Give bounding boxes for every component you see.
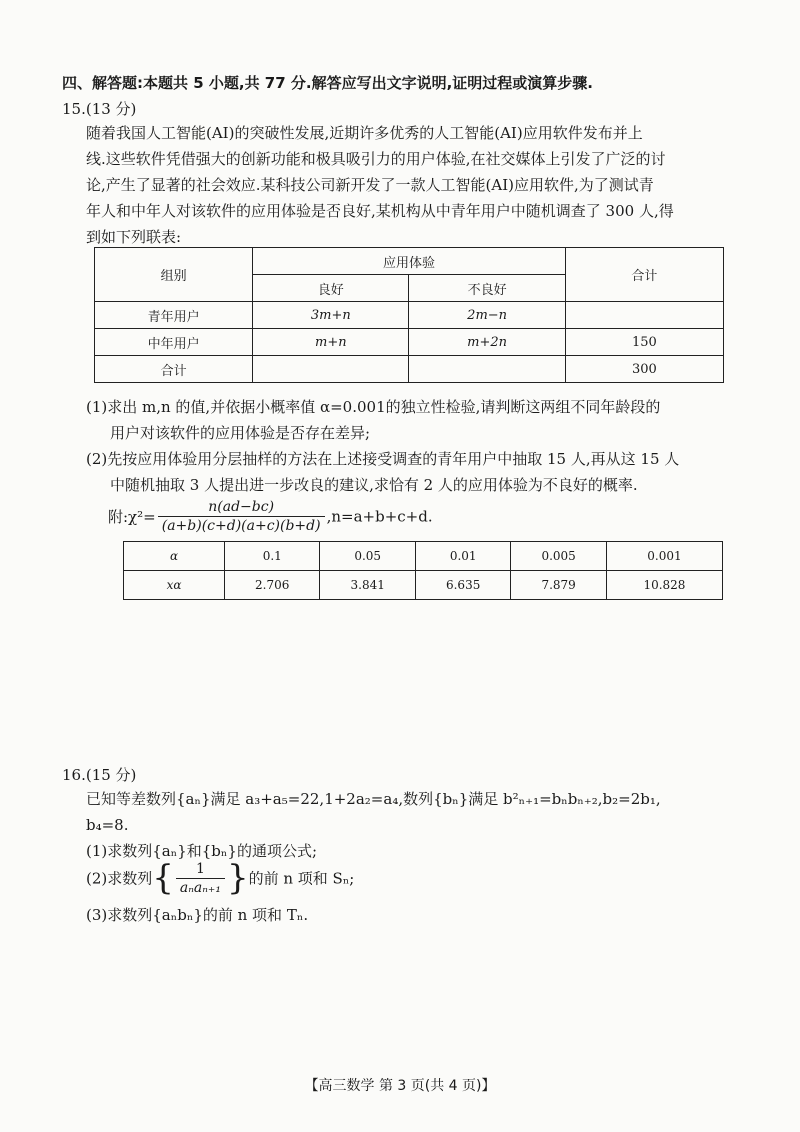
alpha-cell: 0.05 xyxy=(320,542,415,571)
x-alpha-label: xα xyxy=(124,571,225,600)
alpha-cell: 0.005 xyxy=(511,542,606,571)
cell-total xyxy=(565,302,723,329)
x-alpha-cell: 7.879 xyxy=(511,571,606,600)
alpha-cell: 0.001 xyxy=(606,542,722,571)
x-alpha-cell: 3.841 xyxy=(320,571,415,600)
table-row xyxy=(95,356,724,383)
formula-denominator: (a+b)(c+d)(a+c)(b+d) xyxy=(161,518,321,534)
q15-line-2: 线.这些软件凭借强大的创新功能和极具吸引力的用户体验,在社交媒体上引发了广泛的讨 xyxy=(86,150,666,168)
x-alpha-cell: 2.706 xyxy=(225,571,320,600)
right-brace: } xyxy=(226,858,249,898)
header-good: 良好 xyxy=(253,275,409,302)
q15-line-1: 随着我国人工智能(AI)的突破性发展,近期许多优秀的人工智能(AI)应用软件发布并上 xyxy=(86,124,643,142)
cell-good: 3m+n xyxy=(253,302,409,329)
table-row xyxy=(124,542,723,571)
row-label: 青年用户 xyxy=(95,302,253,329)
cell-total: 150 xyxy=(565,329,723,356)
chi-square-fraction xyxy=(158,498,325,535)
cell-bad xyxy=(409,356,565,383)
cell-total: 300 xyxy=(565,356,723,383)
left-brace: { xyxy=(152,858,174,898)
fraction-denominator: aₙaₙ₊₁ xyxy=(179,879,221,896)
q15-line-3: 论,产生了显著的社会效应.某科技公司新开发了一款人工智能(AI)应用软件,为了测试青 xyxy=(86,176,654,194)
q15-line-4: 年人和中年人对该软件的应用体验是否良好,某机构从中青年用户中随机调查了 300 人,得 xyxy=(86,202,674,220)
header-total: 合计 xyxy=(565,248,723,302)
q16-line-1: 已知等差数列{aₙ}满足 a₃+a₅=22,1+2a₂=a₄,数列{bₙ}满足 b²ₙ₊₁=bₙbₙ₊₂,b₂=2b₁, xyxy=(86,790,661,808)
q16-part2-prefix: (2)求数列 xyxy=(86,869,153,888)
alpha-table xyxy=(123,541,723,600)
q16-part2-suffix: 的前 n 项和 Sₙ; xyxy=(248,869,355,888)
reciprocal-fraction xyxy=(176,860,225,897)
alpha-cell: 0.1 xyxy=(225,542,320,571)
table-row xyxy=(95,329,724,356)
q16-part3: (3)求数列{aₙbₙ}的前 n 项和 Tₙ. xyxy=(86,906,309,924)
formula-numerator: n(ad−bc) xyxy=(158,498,325,517)
row-label: 合计 xyxy=(95,356,253,383)
formula-suffix: ,n=a+b+c+d. xyxy=(326,507,433,526)
q16-part1: (1)求数列{aₙ}和{bₙ}的通项公式; xyxy=(86,842,317,860)
header-group: 组别 xyxy=(95,248,253,302)
q16-number: 16.(15 分) xyxy=(62,766,137,784)
formula xyxy=(108,498,433,535)
alpha-cell: 0.01 xyxy=(415,542,510,571)
q15-part1-line1: (1)求出 m,n 的值,并依据小概率值 α=0.001的独立性检验,请判断这两组不同年龄段的 xyxy=(86,398,661,416)
header-bad: 不良好 xyxy=(409,275,565,302)
x-alpha-cell: 10.828 xyxy=(606,571,722,600)
x-alpha-cell: 6.635 xyxy=(415,571,510,600)
q15-line-5: 到如下列联表: xyxy=(86,228,182,246)
formula-prefix: 附:χ²= xyxy=(108,508,156,526)
page-footer: 【高三数学 第 3 页(共 4 页)】 xyxy=(304,1078,496,1094)
cell-bad: m+2n xyxy=(409,329,565,356)
q15-number: 15.(13 分) xyxy=(62,100,137,118)
table-row xyxy=(95,302,724,329)
fraction-numerator: 1 xyxy=(176,860,225,879)
q15-part2-line2: 中随机抽取 3 人提出进一步改良的建议,求恰有 2 人的应用体验为不良好的概率. xyxy=(110,476,638,494)
q15-part2-line1: (2)先按应用体验用分层抽样的方法在上述接受调查的青年用户中抽取 15 人,再从这 15 人 xyxy=(86,450,680,468)
cell-good: m+n xyxy=(253,329,409,356)
cell-good xyxy=(253,356,409,383)
q15-part1-line2: 用户对该软件的应用体验是否存在差异; xyxy=(110,424,371,442)
table-row xyxy=(124,571,723,600)
q16-line-2: b₄=8. xyxy=(86,816,129,834)
section-heading: 四、解答题:本题共 5 小题,共 77 分.解答应写出文字说明,证明过程或演算步骤. xyxy=(62,74,593,92)
contingency-table xyxy=(94,247,724,383)
alpha-label: α xyxy=(124,542,225,571)
q16-part2 xyxy=(86,858,354,898)
cell-bad: 2m−n xyxy=(409,302,565,329)
header-experience: 应用体验 xyxy=(253,248,566,275)
row-label: 中年用户 xyxy=(95,329,253,356)
